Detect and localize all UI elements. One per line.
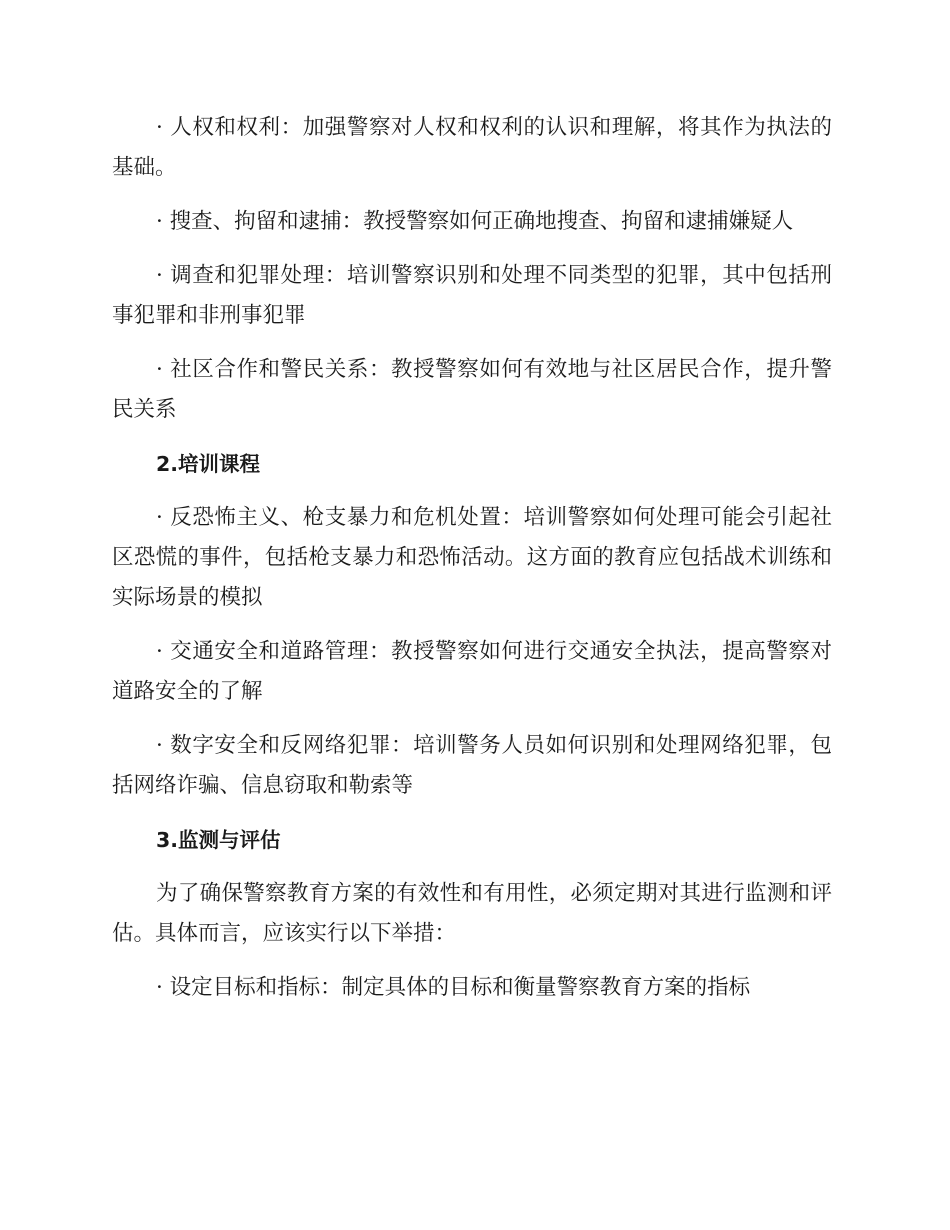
section-heading-training-courses: 2.培训课程 (156, 452, 261, 476)
paragraph-monitoring-intro: 为了确保警察教育方案的有效性和有用性，必须定期对其进行监测和评估。具体而言，应该实行以下举措： (112, 881, 832, 946)
bullet-community-cooperation: · 社区合作和警民关系：教授警察如何有效地与社区居民合作，提升警民关系 (112, 357, 832, 422)
bullet-set-goals: · 设定目标和指标：制定具体的目标和衡量警察教育方案的指标 (156, 975, 751, 1000)
bullet-counter-terrorism: · 反恐怖主义、枪支暴力和危机处置：培训警察如何处理可能会引起社区恐慌的事件，包括枪支暴力和恐怖活动。这方面的教育应包括战术训练和实际场景的模拟 (112, 505, 832, 610)
document-page (112, 108, 832, 1022)
bullet-search-detain-arrest: · 搜查、拘留和逮捕：教授警察如何正确地搜查、拘留和逮捕嫌疑人 (156, 209, 794, 234)
bullet-human-rights: · 人权和权利：加强警察对人权和权利的认识和理解，将其作为执法的基础。 (112, 115, 832, 180)
bullet-digital-security: · 数字安全和反网络犯罪：培训警务人员如何识别和处理网络犯罪，包括网络诈骗、信息窃取和勒索等 (112, 733, 832, 798)
bullet-investigation-crime: · 调查和犯罪处理：培训警察识别和处理不同类型的犯罪，其中包括刑事犯罪和非刑事犯罪 (112, 263, 832, 328)
bullet-traffic-safety: · 交通安全和道路管理：教授警察如何进行交通安全执法，提高警察对道路安全的了解 (112, 639, 832, 704)
section-heading-monitoring-evaluation: 3.监测与评估 (156, 828, 281, 852)
